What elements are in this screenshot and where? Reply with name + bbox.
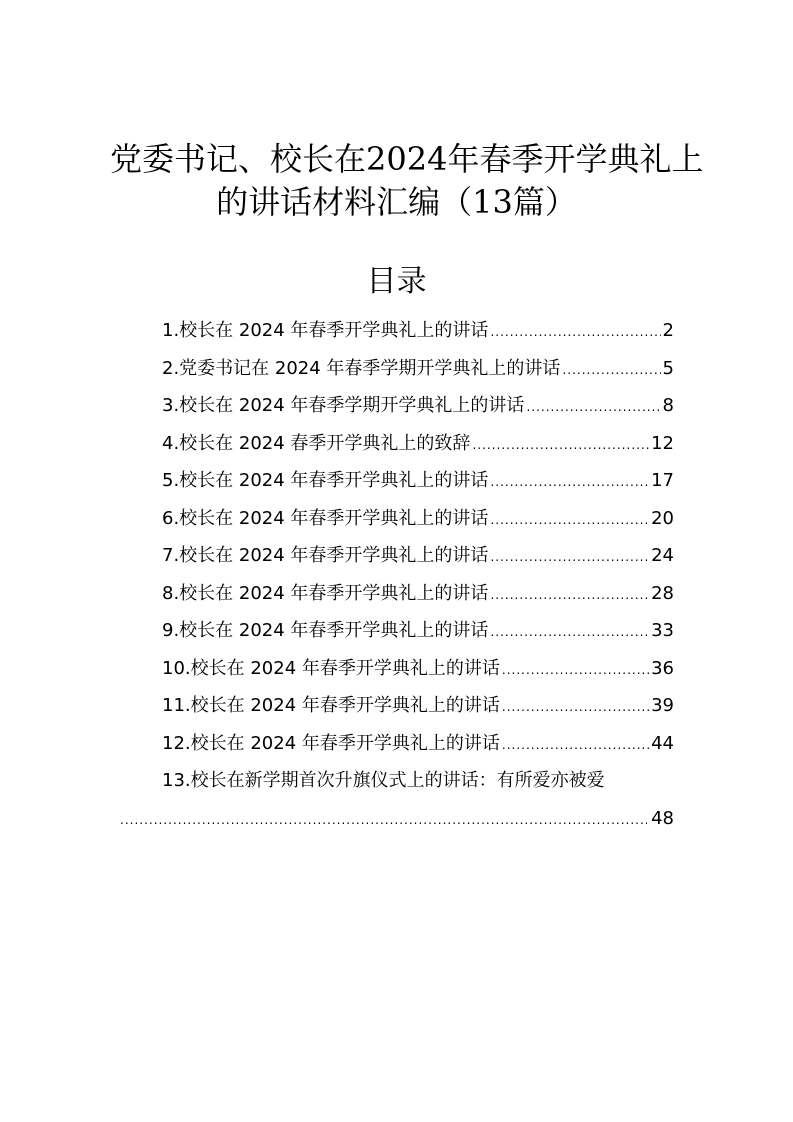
toc-entry-9[interactable] [162,612,674,650]
toc-entry-page: 2 [662,320,674,341]
toc-entry-8[interactable] [162,575,674,613]
document-title [110,138,704,224]
toc-entry-label: 3.校长在 2024 年春季学期开学典礼上的讲话 [162,395,525,416]
toc-entry-label: 11.校长在 2024 年春季开学典礼上的讲话 [162,695,500,716]
toc-entry-3[interactable] [162,387,674,425]
dot-leader [120,802,647,840]
table-of-contents [162,312,674,837]
toc-entry-10[interactable] [162,650,674,688]
toc-entry-page: 17 [651,470,674,491]
toc-entry-7[interactable] [162,537,674,575]
dot-leader [502,727,649,765]
toc-entry-page: 48 [651,807,674,829]
dot-leader [490,502,649,540]
dot-leader [526,389,660,427]
toc-entry-page: 24 [651,545,674,566]
dot-leader [502,652,649,690]
dot-leader [490,464,649,502]
toc-entry-page: 5 [662,357,674,379]
toc-entry-12[interactable] [162,725,674,763]
toc-entry-label: 13.校长在新学期首次升旗仪式上的讲话：有所爱亦被爱 [162,770,605,791]
toc-entry-label: 1.校长在 2024 年春季开学典礼上的讲话 [162,320,489,341]
toc-entry-label: 12.校长在 2024 年春季开学典礼上的讲话 [162,732,500,754]
toc-entry-1[interactable] [162,312,674,350]
toc-entry-13[interactable] [162,762,674,837]
toc-entry-leader-line [120,800,674,838]
toc-entry-4[interactable] [162,425,674,463]
toc-entry-label: 7.校长在 2024 年春季开学典礼上的讲话 [162,545,489,566]
toc-entry-6[interactable] [162,500,674,538]
toc-entry-page: 12 [651,432,674,454]
toc-entry-label: 8.校长在 2024 年春季开学典礼上的讲话 [162,582,489,604]
toc-entry-page: 33 [651,620,674,641]
toc-entry-label: 5.校长在 2024 年春季开学典礼上的讲话 [162,470,489,491]
dot-leader [490,614,649,652]
toc-entry-label: 4.校长在 2024 春季开学典礼上的致辞 [162,432,471,454]
dot-leader [490,314,660,352]
toc-entry-label: 6.校长在 2024 年春季开学典礼上的讲话 [162,507,489,529]
document-title-line-1: 党委书记、校长在2024年春季开学典礼上 [110,140,704,178]
toc-entry-page: 39 [651,695,674,716]
toc-entry-label: 2.党委书记在 2024 年春季学期开学典礼上的讲话 [162,357,561,379]
toc-entry-page: 28 [651,582,674,604]
toc-entry-label: 9.校长在 2024 年春季开学典礼上的讲话 [162,620,489,641]
toc-entry-label: 10.校长在 2024 年春季开学典礼上的讲话 [162,657,500,679]
toc-entry-page: 44 [651,732,674,754]
dot-leader [562,352,660,390]
toc-entry-2[interactable] [162,350,674,388]
toc-entry-page: 20 [651,507,674,529]
dot-leader [502,689,649,727]
toc-entry-11[interactable] [162,687,674,725]
dot-leader [490,577,649,615]
toc-entry-page: 36 [651,657,674,679]
toc-entry-page: 8 [662,395,674,416]
toc-heading: 目录 [366,264,427,299]
dot-leader [472,427,649,465]
dot-leader [490,539,649,577]
document-title-line-2: 的讲话材料汇编（13篇） [216,183,577,221]
toc-entry-5[interactable] [162,462,674,500]
